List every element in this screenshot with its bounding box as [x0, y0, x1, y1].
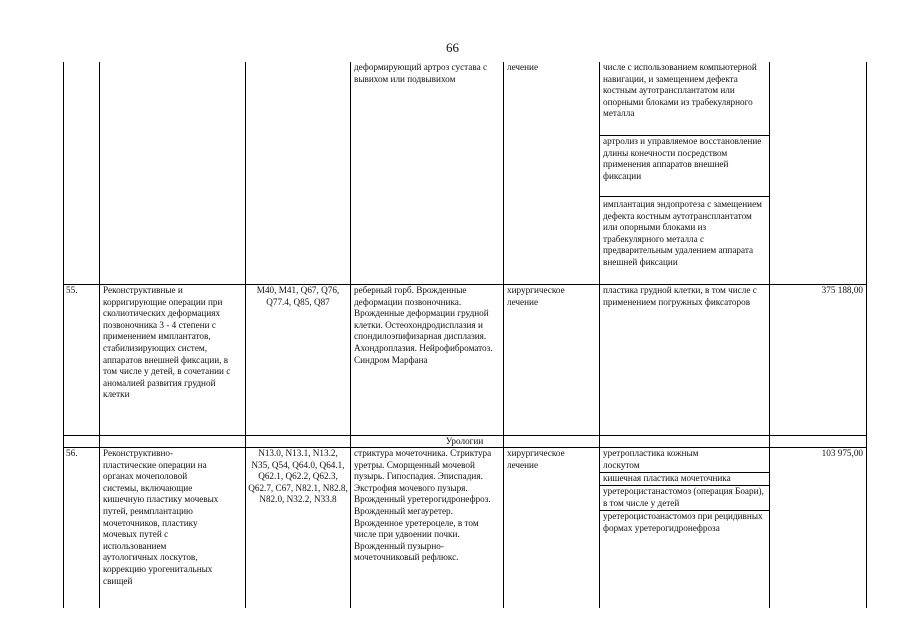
cont-type-cell: лечение [507, 62, 539, 72]
row-cost: 103 975,00 [821, 448, 863, 458]
row-method: уретропластика кожным лоскутом [603, 448, 699, 470]
row-number: 55. [66, 285, 78, 295]
grid-line [599, 196, 769, 197]
grid-line [866, 62, 867, 608]
row-type: хирургическое лечение [507, 448, 565, 470]
grid-line [63, 62, 64, 608]
row-model: стриктура мочеточника. Стриктура уретры. Сморщенный мочевой пузырь. Гипоспадия. Эписпадия. Экстрофия мочевого пузыря. Врожденный уретерогидронефроз. Врожденный мегауретер. Врожденное уретероцеле, в том числе при удвоении почки. Врожденный пузырно-мочеточниковый рефлюкс. [354, 448, 492, 563]
row-number: 56. [66, 448, 78, 458]
cont-method-2: артролиз и управляемое восстановление длины конечности посредством применения аппаратов внешней фиксации [603, 136, 762, 181]
section-title: Урологии [445, 436, 484, 446]
row-method: уретероцистоанастомоз при рецидивных формах уретерогидронефроза [603, 511, 763, 533]
cont-model-cell: деформирующий артроз сустава с вывихом или подвывихом [354, 62, 488, 84]
row-type: хирургическое лечение [507, 285, 565, 307]
grid-line [769, 62, 770, 608]
row-cost: 375 188,00 [821, 285, 863, 295]
grid-line [99, 62, 100, 608]
row-name: Реконструктивно-пластические операции на органах мочеполовой системы, включающие кишечную пластику мочевых путей, реимплантацию мочеточников, пластику мочевых путей с использованием аутологичных лоскутов, коррекцию урогенитальных свищей [103, 448, 219, 586]
row-name: Реконструктивные и корригирующие операции при сколиотических деформациях позвоночника 3 - 4 степени с применением имплантатов, стабилизирующих систем, аппаратов внешней фиксации, в том числе у детей, в сочетании с аномалией развития грудной клетки [103, 285, 231, 400]
row-method: пластика грудной клетки, в том числе с применением погружных фиксаторов [603, 285, 757, 307]
row-codes: M40, M41, Q67, Q76, Q77.4, Q85, Q87 [256, 285, 340, 307]
page-number: 66 [446, 40, 459, 55]
row-model: реберный горб. Врожденные деформации позвоночника. Врожденные деформации грудной клетки. Остеохондродисплазия и спондилоэпифизарная дисплазия. Ахондроплазия. Нейрофиброматоз. Синдром Марфана [354, 285, 493, 365]
cont-method-1: числе с использованием компьютерной навигации, и замещением дефекта костным аутотрансплантатом или опорными блоками из трабекулярного металла [603, 62, 757, 119]
grid-line [245, 62, 246, 608]
grid-line [503, 62, 504, 608]
cont-method-3: имплантация эндопротеза с замещением дефекта костным аутотрансплантатом или опорными блоками из трабекулярного металла с предварительным удалением аппарата внешней фиксации [603, 199, 762, 267]
grid-line [350, 62, 351, 608]
row-codes: N13.0, N13.1, N13.2, N35, Q54, Q64.0, Q64.1, Q62.1, Q62.2, Q62.3, Q62.7, C67, N82.1, N82.8, N82.0, N32.2, N33.8 [248, 448, 348, 505]
row-method: уретероцистанастомоз (операция Боари), в том числе у детей [603, 486, 764, 508]
row-method: кишечная пластика мочеточника [603, 473, 731, 483]
grid-line [599, 62, 600, 608]
